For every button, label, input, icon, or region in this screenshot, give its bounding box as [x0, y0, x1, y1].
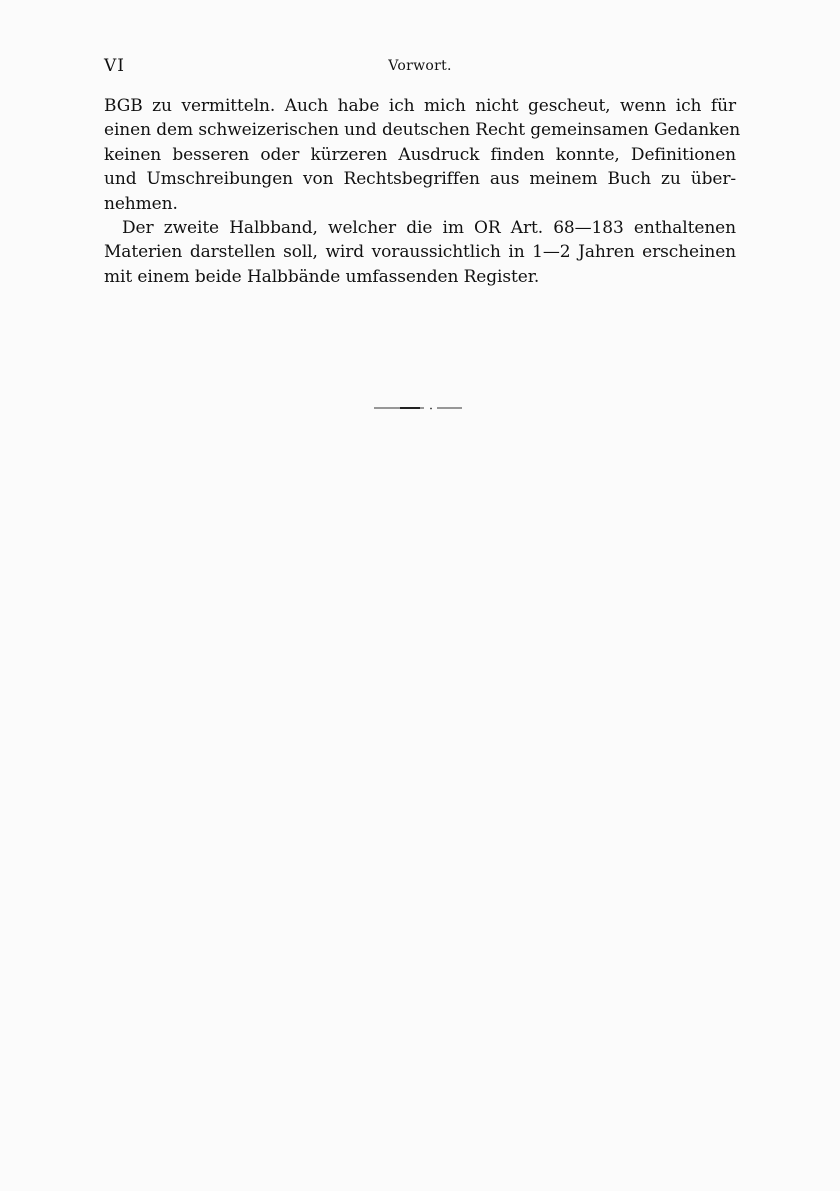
text-line: BGB zu vermitteln. Auch habe ich mich nicht gescheut, wenn ich für [104, 96, 736, 116]
page-number: VI [104, 56, 125, 76]
end-ornament [374, 406, 462, 410]
text-line: und Umschreibungen von Rechtsbegriffen aus meinem Buch zu über- [104, 169, 736, 190]
running-head: Vorwort. [388, 58, 452, 74]
text-line: einen dem schweizerischen und deutschen Recht gemeinsamen Gedanken [104, 120, 741, 141]
text-line: mit einem beide Halbbände umfassenden Register. [104, 266, 540, 287]
text-line: Materien darstellen soll, wird voraussichtlich in 1—2 Jahren erscheinen [104, 242, 736, 263]
text-line: nehmen. [104, 193, 178, 214]
body-text [104, 94, 741, 289]
text-line: Der zweite Halbband, welcher die im OR Art. 68—183 enthaltenen [122, 218, 736, 239]
paragraph [104, 216, 736, 289]
paragraph [104, 94, 741, 216]
text-line: keinen besseren oder kürzeren Ausdruck finden konnte, Definitionen [104, 144, 736, 165]
